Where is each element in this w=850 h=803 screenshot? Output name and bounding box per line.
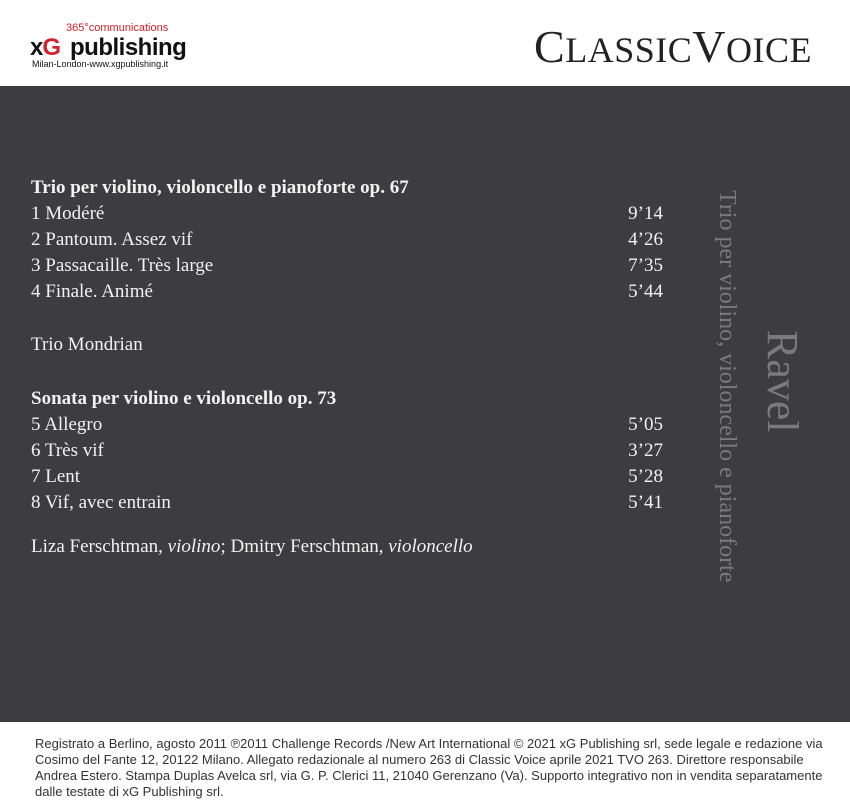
track-duration: 5’44 [628, 281, 663, 302]
track-label: 8 Vif, avec entrain [31, 492, 171, 513]
track-duration: 5’05 [628, 414, 663, 435]
track-row [31, 438, 663, 464]
performer-1-role: violino [167, 536, 221, 557]
spine-composer: Ravel [758, 330, 807, 433]
logo-mark [30, 34, 60, 62]
brand-rest-1: LASSIC [565, 30, 693, 70]
work-title: Sonata per violino e violoncello op. 73 [31, 388, 337, 409]
logo-mark-x: x [30, 34, 43, 61]
performer-separator: ; [220, 536, 231, 557]
xg-publishing-logo [30, 22, 187, 72]
track-label: 6 Très vif [31, 440, 104, 461]
track-row [31, 279, 663, 305]
logo-mark-g: G [42, 34, 61, 61]
track-label: 1 Modéré [31, 203, 105, 224]
footer [0, 722, 850, 803]
brand-rest-2: OICE [726, 30, 812, 70]
track-duration: 4’26 [628, 229, 663, 250]
performer-2-name: Dmitry Ferschtman, [230, 536, 389, 557]
brand-cap-1: C [534, 21, 566, 72]
track-label: 2 Pantoum. Assez vif [31, 229, 193, 250]
track-row [31, 412, 663, 438]
logo-word: publishing [70, 34, 187, 61]
logo-tagline: 365°communications [66, 22, 169, 34]
header [0, 0, 850, 86]
legal-text: Registrato a Berlino, agosto 2011 ℗2011 Challenge Records /New Art International © 2021 xG Publishing srl, sede legale e redazione via Cosimo del Fante 12, 20122 Milano. Allegato redazionale al numero 263 di Classic Voice aprile 2021 TVO 263. Direttore responsabile Andrea Estero. Stampa Duplas Avelca srl, via G. P. Clerici 11, 21040 Gerenzano (Va). Supporto integrativo non in vendita separatamente dalle testate di xG Publishing srl. [35, 736, 823, 799]
classic-voice-brand [534, 20, 812, 73]
track-duration: 5’41 [628, 492, 663, 513]
brand-cap-2: V [692, 21, 726, 72]
performer-2-role: violoncello [388, 536, 473, 557]
performers-line [31, 534, 663, 560]
program-list [31, 174, 663, 560]
track-duration: 3’27 [628, 440, 663, 461]
spine-title [700, 190, 820, 730]
track-label: 5 Allegro [31, 414, 103, 435]
track-label: 3 Passacaille. Très large [31, 255, 214, 276]
track-duration: 9’14 [628, 203, 663, 224]
spine-work-title: Trio per violino, violoncello e pianoforte [714, 190, 740, 583]
spacer [31, 516, 663, 534]
track-duration: 5’28 [628, 466, 663, 487]
track-label: 4 Finale. Animé [31, 281, 153, 302]
track-list-panel [0, 86, 850, 722]
track-row [31, 253, 663, 279]
track-row [31, 464, 663, 490]
track-row [31, 227, 663, 253]
logo-subline: Milan-London-www.xgpublishing.it [32, 59, 169, 69]
performer-1-name: Liza Ferschtman, [31, 536, 168, 557]
track-row [31, 201, 663, 227]
spacer [31, 305, 663, 332]
track-row [31, 490, 663, 516]
track-duration: 7’35 [628, 255, 663, 276]
work-title: Trio per violino, violoncello e pianoforte op. 67 [31, 177, 409, 198]
spacer [31, 358, 663, 385]
track-label: 7 Lent [31, 466, 81, 487]
ensemble-name: Trio Mondrian [31, 334, 143, 355]
